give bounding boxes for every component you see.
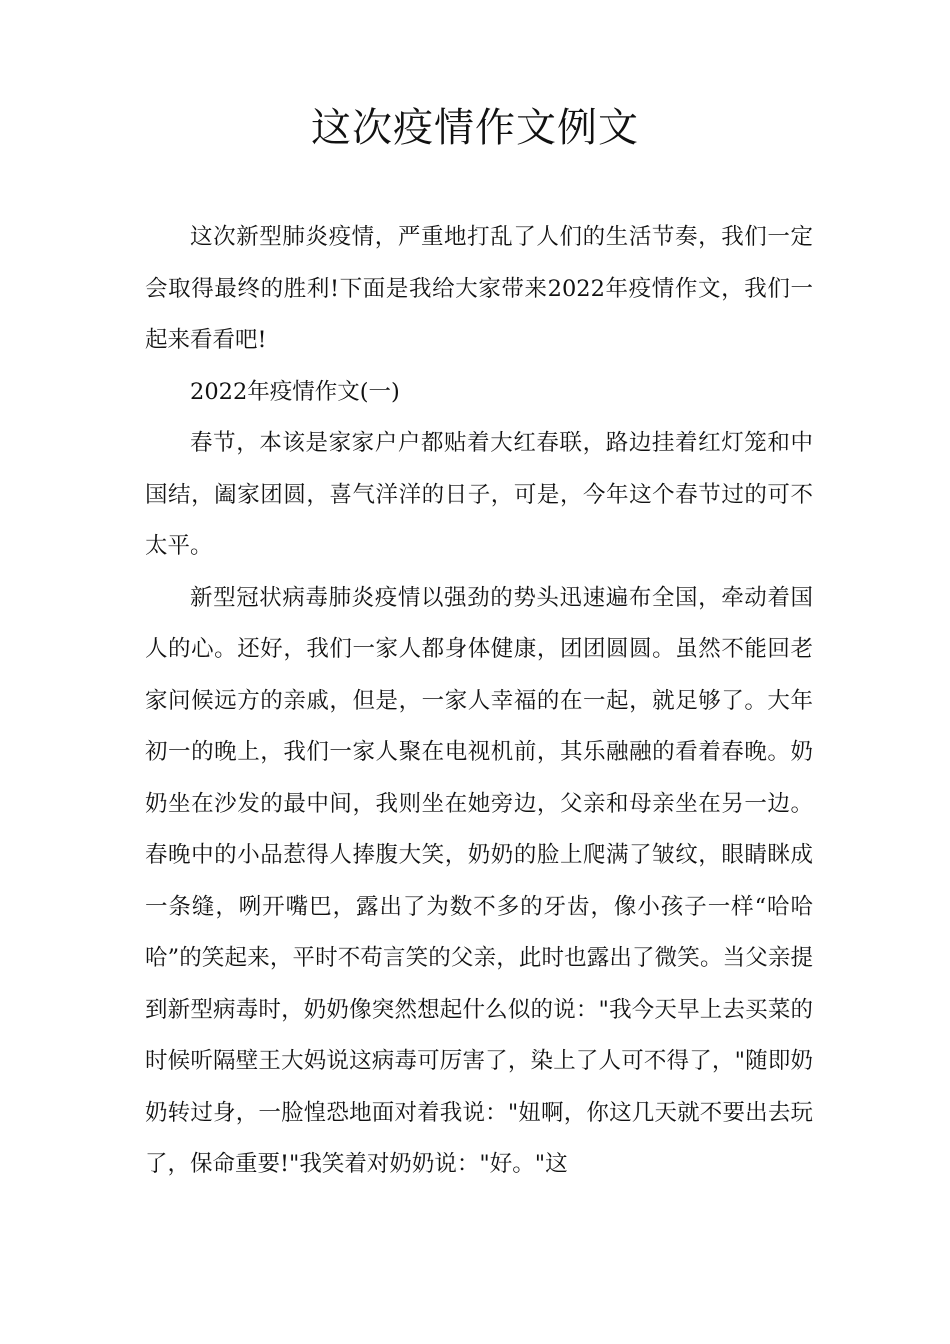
body-paragraph-2: 新型冠状病毒肺炎疫情以强劲的势头迅速遍布全国，牵动着国人的心。还好，我们一家人都身体健康，团团圆圆。虽然不能回老家问候远方的亲戚，但是，一家人幸福的在一起，就足够了。大年初一的晚上，我们一家人聚在电视机前，其乐融融的看着春晚。奶奶坐在沙发的最中间，我则坐在她旁边，父亲和母亲坐在另一边。春晚中的小品惹得人捧腹大笑，奶奶的脸上爬满了皱纹，眼睛眯成一条缝，咧开嘴巴，露出了为数不多的牙齿，像小孩子一样“哈哈哈”的笑起来，平时不苟言笑的父亲，此时也露出了微笑。当父亲提到新型病毒时，奶奶像突然想起什么似的说："我今天早上去买菜的时候听隔壁王大妈说这病毒可厉害了，染上了人可不得了，"随即奶奶转过身，一脸惶恐地面对着我说："妞啊，你这几天就不要出去玩了，保命重要!"我笑着对奶奶说："好。"这 bbox=[145, 584, 813, 1177]
section-heading: 2022年疫情作文(一) bbox=[190, 378, 400, 405]
document-title: 这次疫情作文例文 bbox=[311, 105, 639, 151]
document-body bbox=[145, 212, 813, 1191]
body-paragraph-1: 春节，本该是家家户户都贴着大红春联，路边挂着红灯笼和中国结，阖家团圆，喜气洋洋的日子，可是，今年这个春节过的可不太平。 bbox=[145, 430, 813, 559]
intro-paragraph: 这次新型肺炎疫情，严重地打乱了人们的生活节奏，我们一定会取得最终的胜利!下面是我给大家带来2022年疫情作文，我们一起来看看吧! bbox=[145, 224, 813, 353]
